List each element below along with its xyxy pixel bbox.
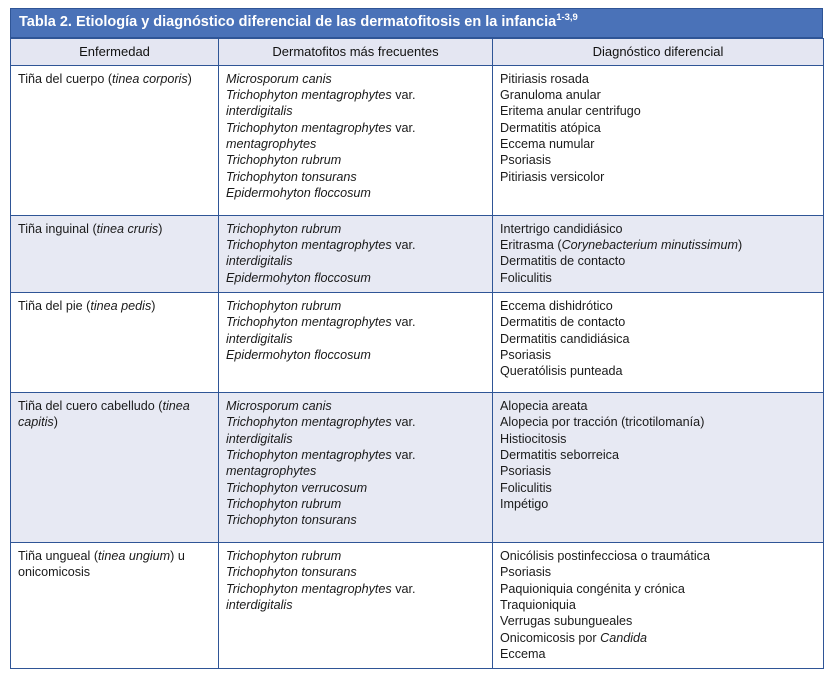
dermatophyte-entry <box>226 398 485 414</box>
text-run: Tiña del cuero cabelludo ( <box>18 398 163 413</box>
column-header-enfermedad: Enfermedad <box>11 38 219 65</box>
text-run: Psoriasis <box>500 464 552 479</box>
table-row <box>11 392 824 542</box>
taxon-name: Trichophyton mentagrophytes <box>226 415 396 430</box>
column-header-diagnostico: Diagnóstico diferencial <box>493 38 824 65</box>
text-run: Psoriasis <box>500 348 552 363</box>
dermatophyte-entry <box>226 548 485 564</box>
dermatophyte-entry <box>226 564 485 580</box>
dermatophyte-entry <box>226 447 485 463</box>
cell-dermatofitos <box>219 542 493 669</box>
cell-dermatofitos <box>219 215 493 292</box>
disease-name <box>18 221 211 237</box>
cell-diagnostico <box>493 292 824 392</box>
differential-entry <box>500 398 816 414</box>
text-run: Verrugas subungueales <box>500 614 633 629</box>
column-header-dermatofitos: Dermatofitos más frecuentes <box>219 38 493 65</box>
differential-entry <box>500 581 816 597</box>
table-row <box>11 215 824 292</box>
differential-entry <box>500 613 816 629</box>
taxon-name: Candida <box>600 630 648 645</box>
dermatophyte-entry <box>226 597 485 613</box>
text-run: ) <box>737 237 743 252</box>
text-run: Dermatitis atópica <box>500 120 601 135</box>
text-run: Onicomicosis por <box>500 630 601 645</box>
differential-entry <box>500 169 816 185</box>
taxon-name: tinea cruris <box>96 221 159 236</box>
disease-name <box>18 398 211 431</box>
text-run: var. <box>395 315 416 330</box>
text-run: var. <box>395 237 416 252</box>
dermatophyte-entry <box>226 253 485 269</box>
disease-name <box>18 298 211 314</box>
differential-entry <box>500 496 816 512</box>
text-run: Tiña ungueal ( <box>18 548 99 563</box>
cell-enfermedad <box>11 215 219 292</box>
dermatophyte-entry <box>226 152 485 168</box>
taxon-name: Corynebacterium minutissimum <box>561 237 738 252</box>
text-run: ) <box>151 298 156 313</box>
taxon-name: Trichophyton tonsurans <box>226 513 357 528</box>
differential-entry <box>500 314 816 330</box>
dermatophyte-entry <box>226 496 485 512</box>
disease-name <box>18 548 211 581</box>
differential-entry <box>500 103 816 119</box>
taxon-name: Epidermohyton floccosum <box>226 270 371 285</box>
text-run: Psoriasis <box>500 153 552 168</box>
cell-diagnostico <box>493 392 824 542</box>
taxon-name: Trichophyton rubrum <box>226 548 342 563</box>
text-run: Dermatitis candidiásica <box>500 331 630 346</box>
dermatophyte-entry <box>226 120 485 136</box>
table-body <box>11 65 824 669</box>
dermatophyte-entry <box>226 270 485 286</box>
text-run: Onicólisis postinfecciosa o traumática <box>500 548 710 563</box>
taxon-name: Trichophyton rubrum <box>226 298 342 313</box>
taxon-name: Microsporum canis <box>226 71 332 86</box>
text-run: ) <box>53 415 58 430</box>
taxon-name: Trichophyton mentagrophytes <box>226 120 396 135</box>
taxon-name: Trichophyton mentagrophytes <box>226 315 396 330</box>
text-run: ) <box>158 221 163 236</box>
taxon-name: Epidermohyton floccosum <box>226 348 371 363</box>
cell-diagnostico <box>493 65 824 215</box>
cell-diagnostico <box>493 542 824 669</box>
taxon-name: Trichophyton mentagrophytes <box>226 581 396 596</box>
text-run: ) <box>187 71 192 86</box>
differential-entry <box>500 431 816 447</box>
taxon-name: interdigitalis <box>226 104 293 119</box>
taxon-name: Microsporum canis <box>226 398 332 413</box>
cell-enfermedad <box>11 392 219 542</box>
text-run: Foliculitis <box>500 270 552 285</box>
cell-dermatofitos <box>219 292 493 392</box>
differential-entry <box>500 298 816 314</box>
text-run: Eccema numular <box>500 136 595 151</box>
cell-enfermedad <box>11 292 219 392</box>
dermatophyte-entry <box>226 431 485 447</box>
table-title-references: 1-3,9 <box>556 12 578 24</box>
differential-entry <box>500 463 816 479</box>
dermatophyte-entry <box>226 414 485 430</box>
taxon-name: Trichophyton tonsurans <box>226 565 357 580</box>
dermatophyte-entry <box>226 512 485 528</box>
text-run: Eccema dishidrótico <box>500 298 613 313</box>
text-run: Dermatitis seborreica <box>500 448 619 463</box>
taxon-name: interdigitalis <box>226 254 293 269</box>
text-run: Tiña inguinal ( <box>18 221 97 236</box>
differential-entry <box>500 447 816 463</box>
text-run: Queratólisis punteada <box>500 364 623 379</box>
text-run: var. <box>395 448 416 463</box>
differential-entry <box>500 152 816 168</box>
table-row <box>11 65 824 215</box>
taxon-name: mentagrophytes <box>226 464 317 479</box>
differential-entry <box>500 564 816 580</box>
text-run: Intertrigo candidiásico <box>500 221 623 236</box>
table-title-bar <box>10 8 823 38</box>
text-run: Eritema anular centrifugo <box>500 104 641 119</box>
text-run: Impétigo <box>500 497 549 512</box>
text-run: Eccema <box>500 647 546 662</box>
differential-entry <box>500 548 816 564</box>
text-run: Foliculitis <box>500 480 552 495</box>
dermatophyte-entry <box>226 463 485 479</box>
differential-entry <box>500 597 816 613</box>
differential-entry <box>500 221 816 237</box>
differential-entry <box>500 630 816 646</box>
taxon-name: Trichophyton mentagrophytes <box>226 448 396 463</box>
dermatophyte-entry <box>226 71 485 87</box>
differential-entry <box>500 480 816 496</box>
dermatophyte-entry <box>226 169 485 185</box>
differential-entry <box>500 646 816 662</box>
differential-entry <box>500 253 816 269</box>
text-run: Granuloma anular <box>500 87 601 102</box>
taxon-name: Trichophyton mentagrophytes <box>226 87 396 102</box>
text-run: Tiña del pie ( <box>18 298 91 313</box>
table-row <box>11 292 824 392</box>
cell-enfermedad <box>11 65 219 215</box>
text-run: Tiña del cuerpo ( <box>18 71 113 86</box>
table-container <box>10 8 823 669</box>
text-run: var. <box>395 581 416 596</box>
cell-diagnostico <box>493 215 824 292</box>
taxon-name: tinea ungium <box>98 548 171 563</box>
text-run: var. <box>395 120 416 135</box>
differential-entry <box>500 237 816 253</box>
text-run: var. <box>395 87 416 102</box>
text-run: Alopecia areata <box>500 398 588 413</box>
taxon-name: interdigitalis <box>226 598 293 613</box>
text-run: Dermatitis de contacto <box>500 254 626 269</box>
dermatophyte-entry <box>226 136 485 152</box>
text-run: Histiocitosis <box>500 431 567 446</box>
cell-dermatofitos <box>219 392 493 542</box>
cell-enfermedad <box>11 542 219 669</box>
differential-entry <box>500 270 816 286</box>
table-head <box>11 38 824 65</box>
differential-entry <box>500 136 816 152</box>
dermatophyte-entry <box>226 298 485 314</box>
differential-entry <box>500 87 816 103</box>
disease-name <box>18 71 211 87</box>
text-run: Psoriasis <box>500 565 552 580</box>
differential-entry <box>500 120 816 136</box>
table-title-text: Tabla 2. Etiología y diagnóstico diferencial de las dermatofitosis en la infancia <box>19 14 557 30</box>
dermatophyte-entry <box>226 237 485 253</box>
dermatophytosis-table <box>10 38 824 670</box>
dermatophyte-entry <box>226 331 485 347</box>
text-run: Dermatitis de contacto <box>500 315 626 330</box>
taxon-name: interdigitalis <box>226 431 293 446</box>
dermatophyte-entry <box>226 480 485 496</box>
taxon-name: Trichophyton mentagrophytes <box>226 237 396 252</box>
taxon-name: tinea pedis <box>90 298 152 313</box>
table-header-row <box>11 38 824 65</box>
dermatophyte-entry <box>226 185 485 201</box>
dermatophyte-entry <box>226 347 485 363</box>
taxon-name: Trichophyton rubrum <box>226 497 342 512</box>
dermatophyte-entry <box>226 221 485 237</box>
taxon-name: Trichophyton rubrum <box>226 221 342 236</box>
text-run: Pitiriasis rosada <box>500 71 589 86</box>
dermatophyte-entry <box>226 87 485 103</box>
taxon-name: mentagrophytes <box>226 136 317 151</box>
text-run: Eritrasma ( <box>500 237 562 252</box>
differential-entry <box>500 363 816 379</box>
text-run: var. <box>395 415 416 430</box>
taxon-name: Trichophyton rubrum <box>226 153 342 168</box>
taxon-name: Trichophyton verrucosum <box>226 480 368 495</box>
table-row <box>11 542 824 669</box>
taxon-name: Trichophyton tonsurans <box>226 169 357 184</box>
text-run: ) u onicomicosis <box>18 548 185 580</box>
taxon-name: interdigitalis <box>226 331 293 346</box>
differential-entry <box>500 414 816 430</box>
cell-dermatofitos <box>219 65 493 215</box>
taxon-name: tinea corporis <box>112 71 188 86</box>
text-run: Pitiriasis versicolor <box>500 169 605 184</box>
taxon-name: Epidermohyton floccosum <box>226 186 371 201</box>
text-run: Alopecia por tracción (tricotilomanía) <box>500 415 705 430</box>
dermatophyte-entry <box>226 103 485 119</box>
dermatophyte-entry <box>226 581 485 597</box>
differential-entry <box>500 331 816 347</box>
taxon-name: tinea capitis <box>18 398 190 430</box>
differential-entry <box>500 71 816 87</box>
differential-entry <box>500 347 816 363</box>
text-run: Traquioniquia <box>500 598 576 613</box>
dermatophyte-entry <box>226 314 485 330</box>
text-run: Paquioniquia congénita y crónica <box>500 581 685 596</box>
